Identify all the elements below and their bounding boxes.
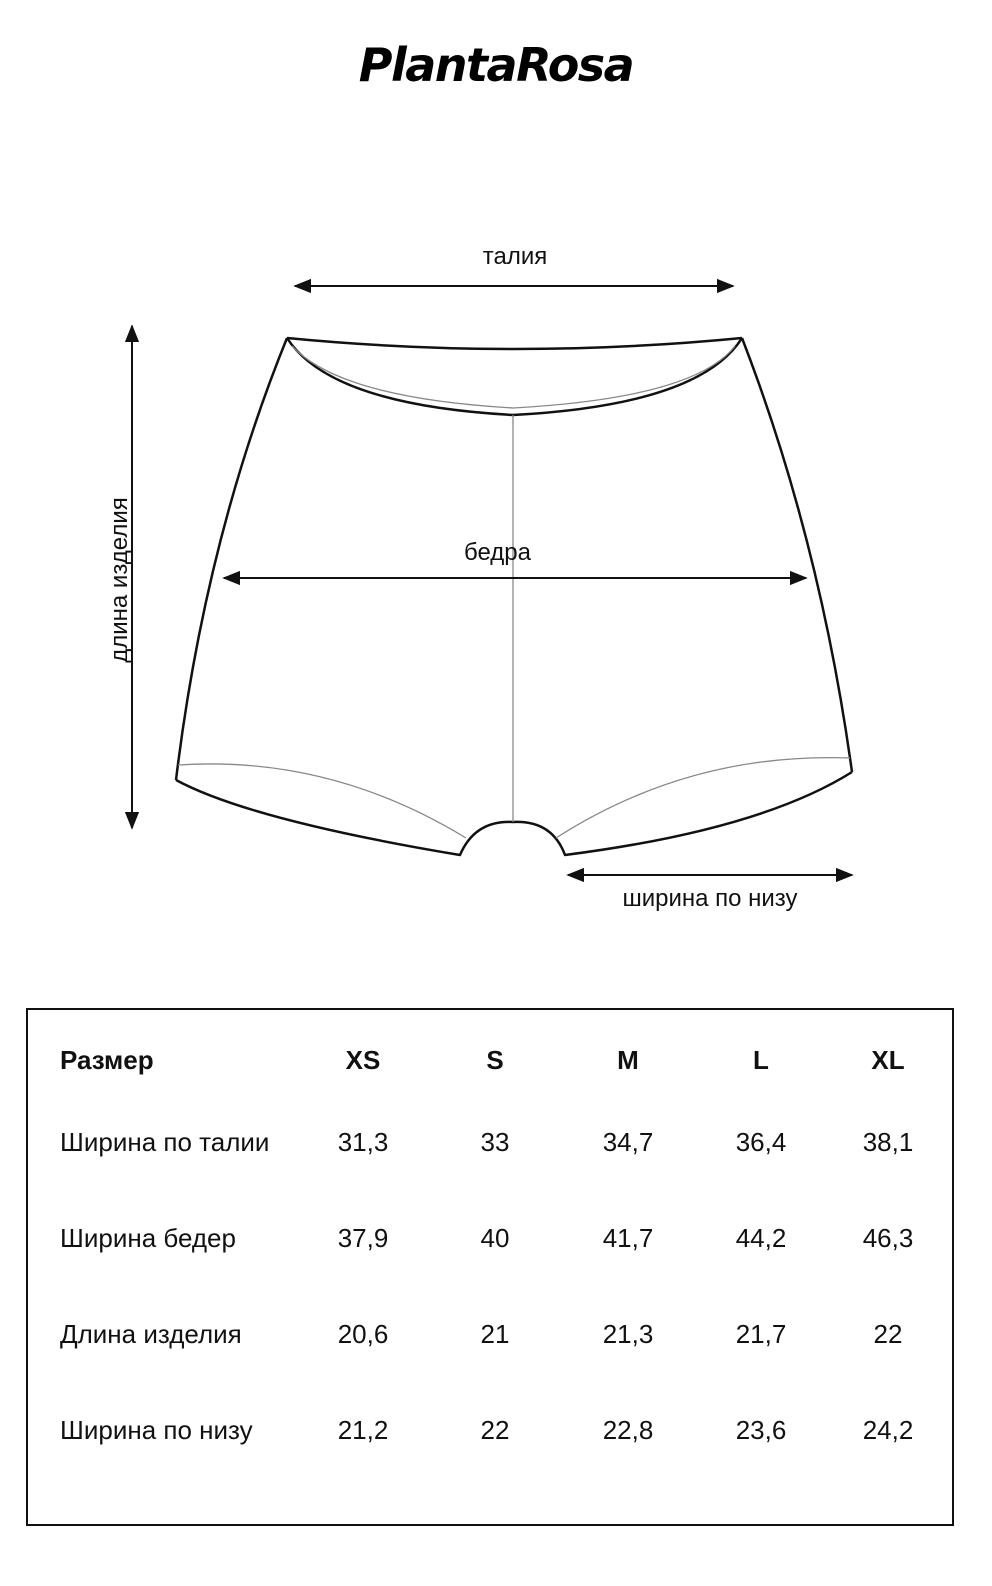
table-cell: 41,7	[602, 1223, 654, 1253]
size-m: M	[617, 1045, 639, 1075]
table-cell: 37,9	[337, 1223, 389, 1253]
brand-logo: PlantaRosa	[358, 38, 634, 92]
table-cell: 21,7	[735, 1319, 787, 1349]
table-cell: 40	[480, 1223, 510, 1253]
table-row	[28, 1314, 952, 1354]
table-cell: 21,2	[337, 1415, 389, 1445]
table-cell: 36,4	[735, 1127, 787, 1157]
table-cell: 22,8	[602, 1415, 654, 1445]
table-cell: 21	[480, 1319, 510, 1349]
size-table	[26, 1008, 954, 1526]
size-table-header	[28, 1040, 952, 1080]
hips-label: бедра	[464, 539, 531, 566]
table-cell: 22	[480, 1415, 510, 1445]
row-label: Ширина по низу	[60, 1415, 253, 1445]
row-label: Ширина бедер	[60, 1223, 236, 1253]
table-cell: 20,6	[337, 1319, 389, 1349]
size-header-label: Размер	[60, 1045, 154, 1075]
table-cell: 23,6	[735, 1415, 787, 1445]
length-label: длина изделия	[106, 497, 133, 663]
table-row	[28, 1122, 952, 1162]
table-cell: 31,3	[337, 1127, 389, 1157]
size-xs: XS	[345, 1045, 381, 1075]
size-l: L	[753, 1045, 769, 1075]
row-label: Ширина по талии	[60, 1127, 270, 1157]
bottom-width-label: ширина по низу	[622, 885, 798, 912]
table-cell: 44,2	[735, 1223, 787, 1253]
row-label: Длина изделия	[60, 1319, 242, 1349]
shorts-outline	[176, 338, 852, 855]
shorts-seams	[178, 346, 850, 838]
size-xl: XL	[871, 1045, 905, 1075]
table-cell: 33	[480, 1127, 510, 1157]
table-cell: 38,1	[862, 1127, 914, 1157]
waist-label: талия	[482, 243, 548, 270]
table-cell: 34,7	[602, 1127, 654, 1157]
table-cell: 21,3	[602, 1319, 654, 1349]
table-cell: 22	[873, 1319, 903, 1349]
table-row	[28, 1218, 952, 1258]
size-s: S	[486, 1045, 504, 1075]
table-cell: 24,2	[862, 1415, 914, 1445]
table-row	[28, 1410, 952, 1450]
table-cell: 46,3	[862, 1223, 914, 1253]
